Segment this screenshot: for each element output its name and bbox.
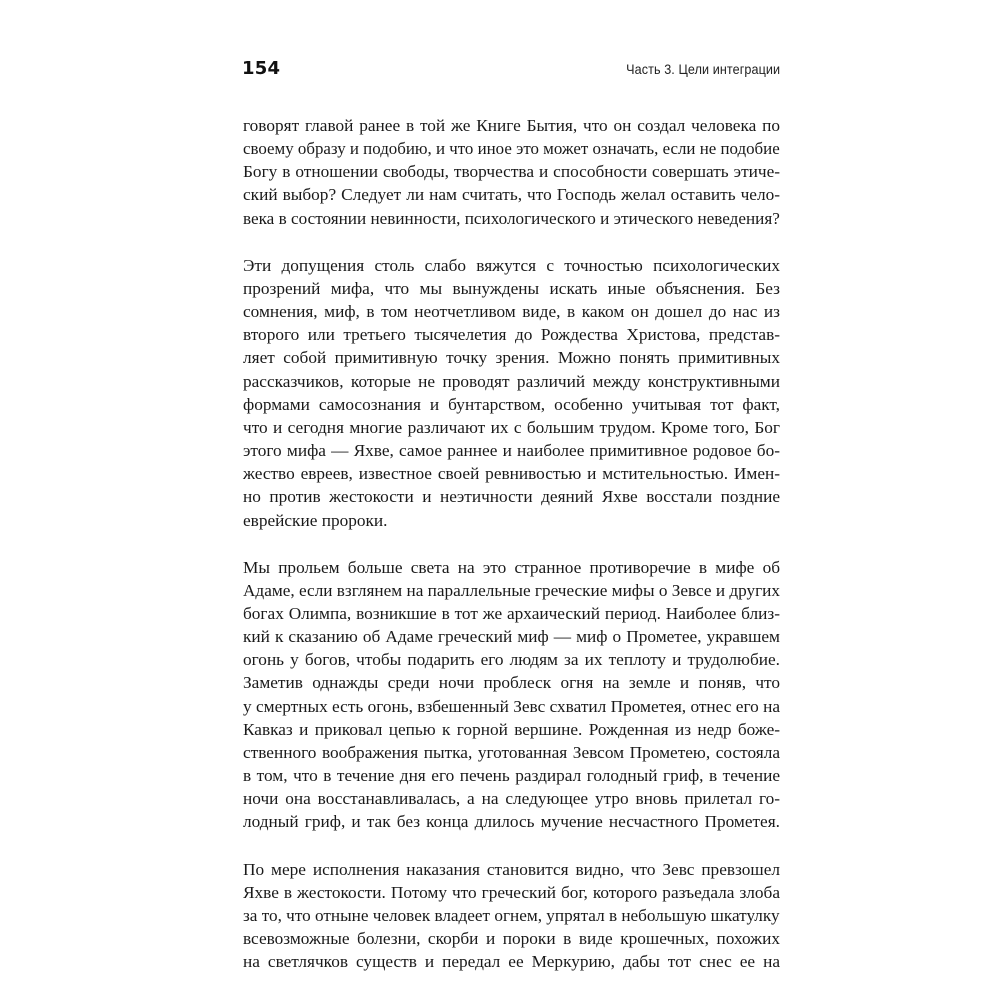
text-line: прозрений мифа, что мы вынуждены искать иные объяснения. Без bbox=[243, 278, 780, 298]
paragraph-2 bbox=[243, 254, 780, 532]
text-line: жество евреев, известное своей ревнивостью и мстительностью. Имен- bbox=[243, 464, 780, 484]
paragraph-3 bbox=[243, 556, 780, 834]
text-line: за то, что отныне человек владеет огнем, упрятал в небольшую шкатулку bbox=[243, 905, 780, 925]
text-line: второго или третьего тысячелетия до Рождества Христова, представ- bbox=[243, 325, 780, 345]
text-line: сомнения, миф, в том неотчетливом виде, в каком он дошел до нас из bbox=[243, 302, 780, 322]
text-line: говорят главой ранее в той же Книге Бытия, что он создал человека по bbox=[243, 116, 780, 135]
body-text bbox=[243, 114, 780, 997]
text-line: ский выбор? Следует ли нам считать, что Господь желал оставить чело- bbox=[243, 185, 780, 205]
page-header bbox=[242, 58, 780, 86]
text-line: кий к сказанию об Адаме греческий миф — миф о Прометее, укравшем bbox=[243, 627, 780, 647]
text-line: ночи она восстанавливалась, а на следующее утро вновь прилетал го- bbox=[243, 789, 780, 809]
text-line: Кавказ и приковал цепью к горной вершине. Рожденная из недр боже- bbox=[243, 719, 780, 739]
paragraph-4 bbox=[243, 858, 780, 974]
text-line: Богу в отношении свободы, творчества и способности совершать этиче- bbox=[243, 162, 780, 182]
text-line: формами самосознания и бунтарством, особенно учитывая тот факт, bbox=[243, 394, 780, 414]
text-line: ляет собой примитивную точку зрения. Можно понять примитивных bbox=[243, 348, 780, 368]
text-line: у смертных есть огонь, взбешенный Зевс схватил Прометея, отнес его на bbox=[243, 696, 780, 716]
text-line: Эти допущения столь слабо вяжутся с точностью психологических bbox=[243, 255, 780, 275]
text-line: всевозможные болезни, скорби и пороки в виде крошечных, похожих bbox=[243, 929, 780, 948]
page-number: 154 bbox=[242, 58, 281, 79]
text-line: Заметив однажды среди ночи проблеск огня на земле и поняв, что bbox=[243, 673, 780, 693]
text-line: этого мифа — Яхве, самое раннее и наиболее примитивное родовое бо- bbox=[243, 441, 780, 461]
text-line: своему образу и подобию, и что иное это может означать, если не подобие bbox=[243, 139, 780, 159]
text-line: огонь у богов, чтобы подарить его людям за их теплоту и трудолюбие. bbox=[243, 650, 780, 670]
text-line: рассказчиков, которые не проводят различий между конструктивными bbox=[243, 371, 780, 391]
text-line: лодный гриф, и так без конца длилось мучение несчастного Прометея. bbox=[243, 812, 780, 832]
paragraph-1 bbox=[243, 114, 780, 230]
text-line: но против жестокости и неэтичности деяний Яхве восстали поздние bbox=[243, 487, 780, 507]
text-line: на светлячков существ и передал ее Меркурию, дабы тот снес ее на bbox=[243, 952, 780, 972]
text-line: века в состоянии невинности, психологического и этического неведения? bbox=[243, 208, 780, 228]
text-line: что и сегодня многие различают их с большим трудом. Кроме того, Бог bbox=[243, 417, 780, 437]
text-line: богах Олимпа, возникшие в тот же архаический период. Наиболее близ- bbox=[243, 603, 780, 623]
running-head: Часть 3. Цели интеграции bbox=[625, 61, 780, 77]
text-line: Адаме, если взглянем на параллельные греческие мифы о Зевсе и других bbox=[243, 580, 780, 600]
text-line: ственного воображения пытка, уготованная Зевсом Прометею, состояла bbox=[243, 742, 780, 762]
text-line: Яхве в жестокости. Потому что греческий бог, которого разъедала злоба bbox=[243, 882, 780, 902]
text-line: Мы прольем больше света на это странное противоречие в мифе об bbox=[243, 557, 780, 577]
text-line: По мере исполнения наказания становится видно, что Зевс превзошел bbox=[243, 859, 780, 879]
text-line: в том, что в течение дня его печень раздирал голодный гриф, в течение bbox=[243, 766, 780, 786]
text-line: еврейские пророки. bbox=[243, 510, 388, 530]
